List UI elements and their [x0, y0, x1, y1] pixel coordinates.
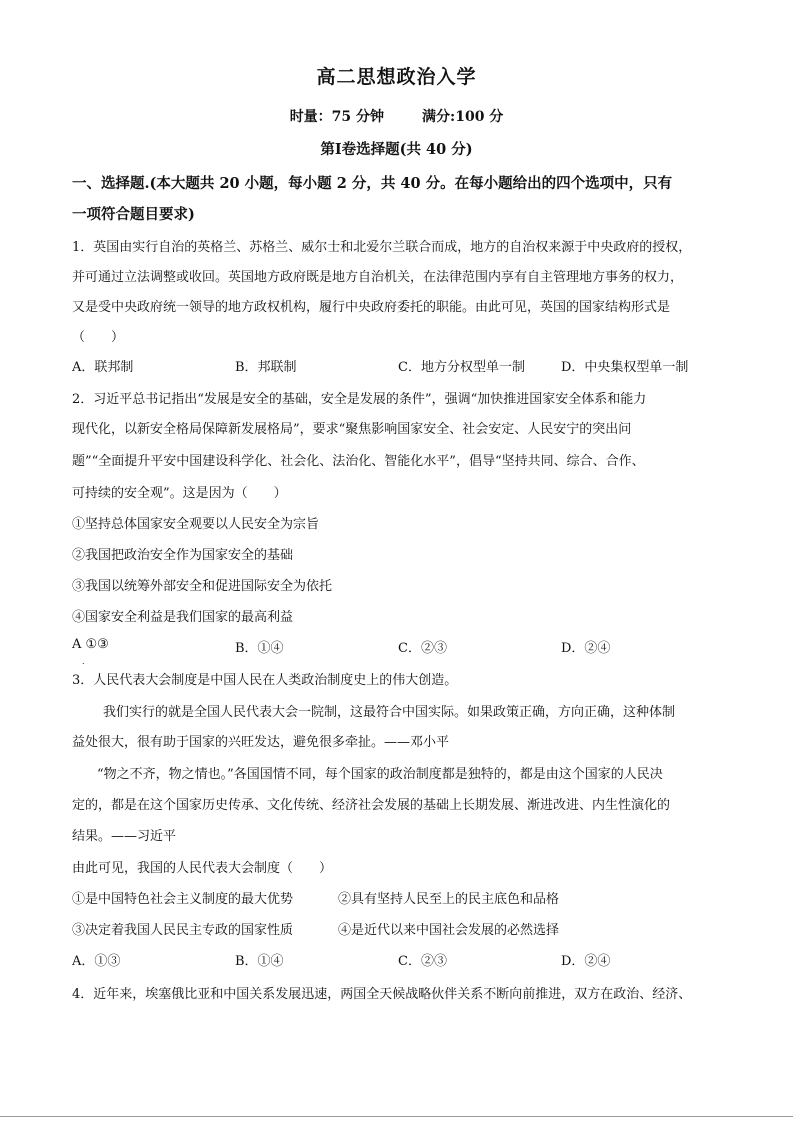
q3-quote1-line1: 我们实行的就是全国人民代表大会一院制，这最符合中国实际。如果政策正确，方向正确，这种体制 [103, 705, 676, 720]
q3-option-d: D．②④ [561, 954, 611, 969]
q3-question: 由此可见，我国的人民代表大会制度（ ） [72, 861, 333, 876]
q3-statement-2: ②具有坚持人民至上的民主底色和品格 [338, 892, 560, 907]
q3-statements-row1 [72, 888, 737, 907]
q3-statement-3: ③决定着我国人民民主专政的国家性质 [72, 923, 294, 938]
q2-options [72, 637, 737, 656]
exam-meta [0, 106, 793, 126]
exam-score: 满分:100 分 [422, 109, 504, 125]
q3-options [72, 950, 737, 969]
q3-quote2-line2: 定的，都是在这个国家历史传承、文化传统、经济社会发展的基础上长期发展、渐进改进、内生性演化的 [72, 798, 671, 813]
section-heading-line1: 一、选择题.(本大题共 20 小题，每小题 2 分，共 40 分。在每小题给出的四个选项中，只有 [72, 175, 673, 192]
part-heading: 第Ⅰ卷选择题(共 40 分) [320, 141, 473, 158]
page-title: 高二思想政治入学 [316, 66, 477, 88]
q1-options [72, 356, 737, 375]
q3-statement-1: ①是中国特色社会主义制度的最大优势 [72, 892, 294, 907]
q3-option-c: C．②③ [398, 954, 447, 969]
q2-line2: 现代化，以新安全格局保障新发展格局”，要求“聚焦影响国家安全、社会安定、人民安宁的突出问 [72, 422, 632, 437]
q2-statement-4: ④国家安全利益是我们国家的最高利益 [72, 610, 294, 625]
q1-line4: （ ） [72, 330, 125, 345]
q1-line1: 1．英国由实行自治的英格兰、苏格兰、威尔士和北爱尔兰联合而成，地方的自治权来源于中央政府的授权， [72, 240, 692, 255]
q3-line1: 3．人民代表大会制度是中国人民在人类政治制度史上的伟大创造。 [72, 673, 458, 688]
q3-quote2-line1: “物之不齐，物之情也。”各国国情不同，每个国家的政治制度都是独特的，都是由这个国家的人民决 [97, 767, 663, 782]
section-heading-line2: 一项符合题目要求) [72, 206, 195, 223]
q2-statement-2: ②我国把政治安全作为国家安全的基础 [72, 548, 294, 563]
q3-statements-row2 [72, 919, 737, 938]
q1-option-d: D．中央集权型单一制 [561, 360, 689, 375]
q3-quote1-line2: 益处很大，很有助于国家的兴旺发达，避免很多牵扯。——邓小平 [72, 735, 450, 750]
q4-line1: 4．近年来，埃塞俄比亚和中国关系发展迅速，两国全天候战略伙伴关系不断向前推进，双方在政治、经济、 [72, 987, 692, 1002]
page-bottom-rule [0, 1116, 793, 1117]
q1-line2: 并可通过立法调整或收回。英国地方政府既是地方自治机关，在法律范围内享有自主管理地方事务的权力， [72, 270, 684, 285]
q1-option-a: A．联邦制 [72, 360, 134, 375]
q2-statement-1: ①坚持总体国家安全观要以人民安全为宗旨 [72, 517, 320, 532]
q2-line4: 可持续的安全观”。这是因为（ ） [72, 486, 287, 501]
q3-option-a: A．①③ [72, 954, 121, 969]
q2-option-b: B．①④ [235, 641, 284, 656]
q1-option-b: B．邦联制 [235, 360, 297, 375]
q3-option-b: B．①④ [235, 954, 284, 969]
q3-quote2-line3: 结果。——习近平 [72, 829, 177, 844]
q2-option-a: A ①③ [72, 637, 109, 652]
q2-line1: 2．习近平总书记指出“发展是安全的基础，安全是发展的条件”，强调“加快推进国家安全体系和能力 [72, 392, 647, 407]
q2-option-c: C．②③ [398, 641, 447, 656]
q2-line3: 题”“全面提升平安中国建设科学化、社会化、法治化、智能化水平”，倡导“坚持共同、综合、合作、 [72, 454, 645, 469]
q3-statement-4: ④是近代以来中国社会发展的必然选择 [338, 923, 560, 938]
q1-option-c: C．地方分权型单一制 [398, 360, 525, 375]
q1-line3: 又是受中央政府统一领导的地方政权机构，履行中央政府委托的职能。由此可见，英国的国家结构形式是 [72, 300, 671, 315]
q2-statement-3: ③我国以统筹外部安全和促进国际安全为依托 [72, 579, 333, 594]
exam-time: 时量：75 分钟 [289, 109, 385, 125]
q2-option-d: D．②④ [561, 641, 611, 656]
stray-dot: . [82, 657, 85, 666]
